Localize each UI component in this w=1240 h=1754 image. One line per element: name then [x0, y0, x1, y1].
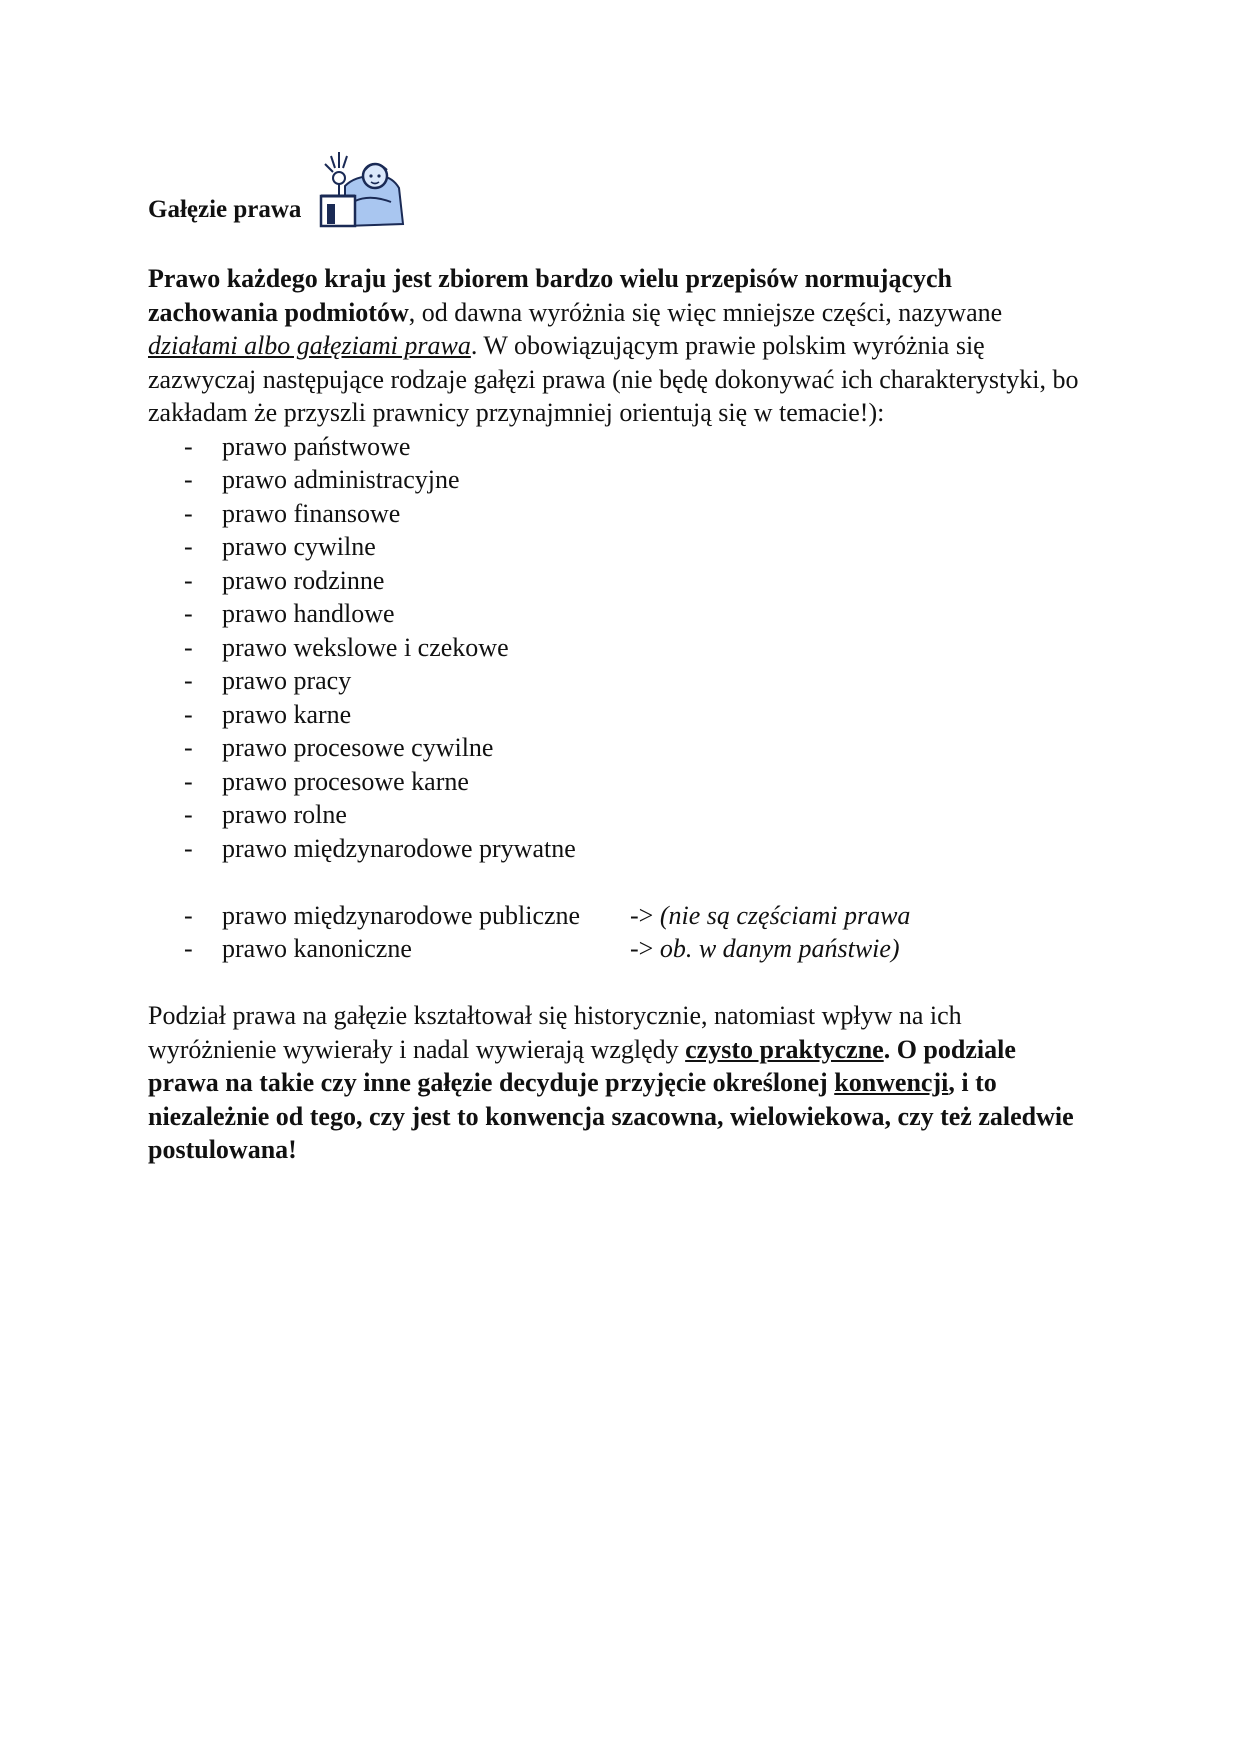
list-item: - prawo finansowe — [184, 498, 401, 528]
extra-note: -> (nie są częściami prawa — [630, 900, 911, 930]
document-body — [148, 262, 1088, 1167]
closing-emphasis-b: konwencji — [834, 1068, 949, 1097]
closing-bold-a: . O podziale prawa na takie czy inne gałęzie decyduje przyjęcie określonej — [148, 1034, 1016, 1097]
closing-bold-b: , i to niezależnie od tego, czy jest to konwencja szacowna, wielowiekowa, czy też zaledwie postulowana! — [148, 1068, 1074, 1164]
law-branches-list — [148, 430, 1088, 866]
extra-list-item: - prawo międzynarodowe publiczne -> (nie są częściami prawa — [148, 899, 1088, 933]
title-row — [148, 140, 407, 230]
list-item: - prawo międzynarodowe prywatne — [184, 833, 576, 863]
intro-paragraph — [148, 262, 1088, 430]
list-item: - prawo rolne — [184, 800, 347, 829]
list-item: - prawo cywilne — [184, 532, 376, 561]
closing-paragraph — [148, 999, 1088, 1167]
list-item: - prawo państwowe — [184, 431, 411, 461]
list-item: - prawo wekslowe i czekowe — [184, 632, 509, 662]
closing-emphasis-a: czysto praktyczne — [685, 1034, 884, 1064]
list-item: - prawo karne — [184, 699, 352, 729]
list-item: - prawo administracyjne — [184, 465, 460, 494]
intro-text-a: , od dawna wyróżnia się więc mniejsze części, nazywane — [408, 297, 1003, 327]
closing-text-a: Podział prawa na gałęzie kształtował się historycznie, natomiast wpływ na ich wyróżnienie wywierały i nadal wywierają względy — [148, 1001, 962, 1064]
intro-emphasis: działami albo gałęziami prawa — [148, 331, 471, 360]
list-item: - prawo pracy — [184, 666, 352, 695]
page-title: Gałęzie prawa — [148, 196, 302, 223]
list-item: - prawo handlowe — [184, 599, 395, 628]
list-item: - prawo procesowe karne — [184, 766, 469, 796]
list-spacer — [148, 865, 1088, 899]
intro-bold-lead: Prawo każdego kraju jest zbiorem bardzo wielu przepisów normujących zachowania podmiotów — [148, 264, 952, 327]
extra-note: -> ob. w danym państwie) — [630, 934, 900, 963]
extra-label: prawo międzynarodowe publiczne — [222, 900, 581, 930]
intro-text-b: . W obowiązującym prawie polskim wyróżnia się zazwyczaj następujące rodzaje gałęzi prawa (nie będę dokonywać ich charakterystyki, bo zakładam że przyszli prawnicy przynajmniej orientują się w temacie!): — [148, 331, 1079, 427]
extra-list-item: - prawo kanoniczne -> ob. w danym państwie) — [148, 932, 1088, 966]
list-item: - prawo procesowe cywilne — [184, 733, 494, 762]
list-item: - prawo rodzinne — [184, 565, 385, 595]
extra-label: prawo kanoniczne — [222, 934, 412, 963]
person-at-desk-clipart-icon — [315, 146, 407, 230]
